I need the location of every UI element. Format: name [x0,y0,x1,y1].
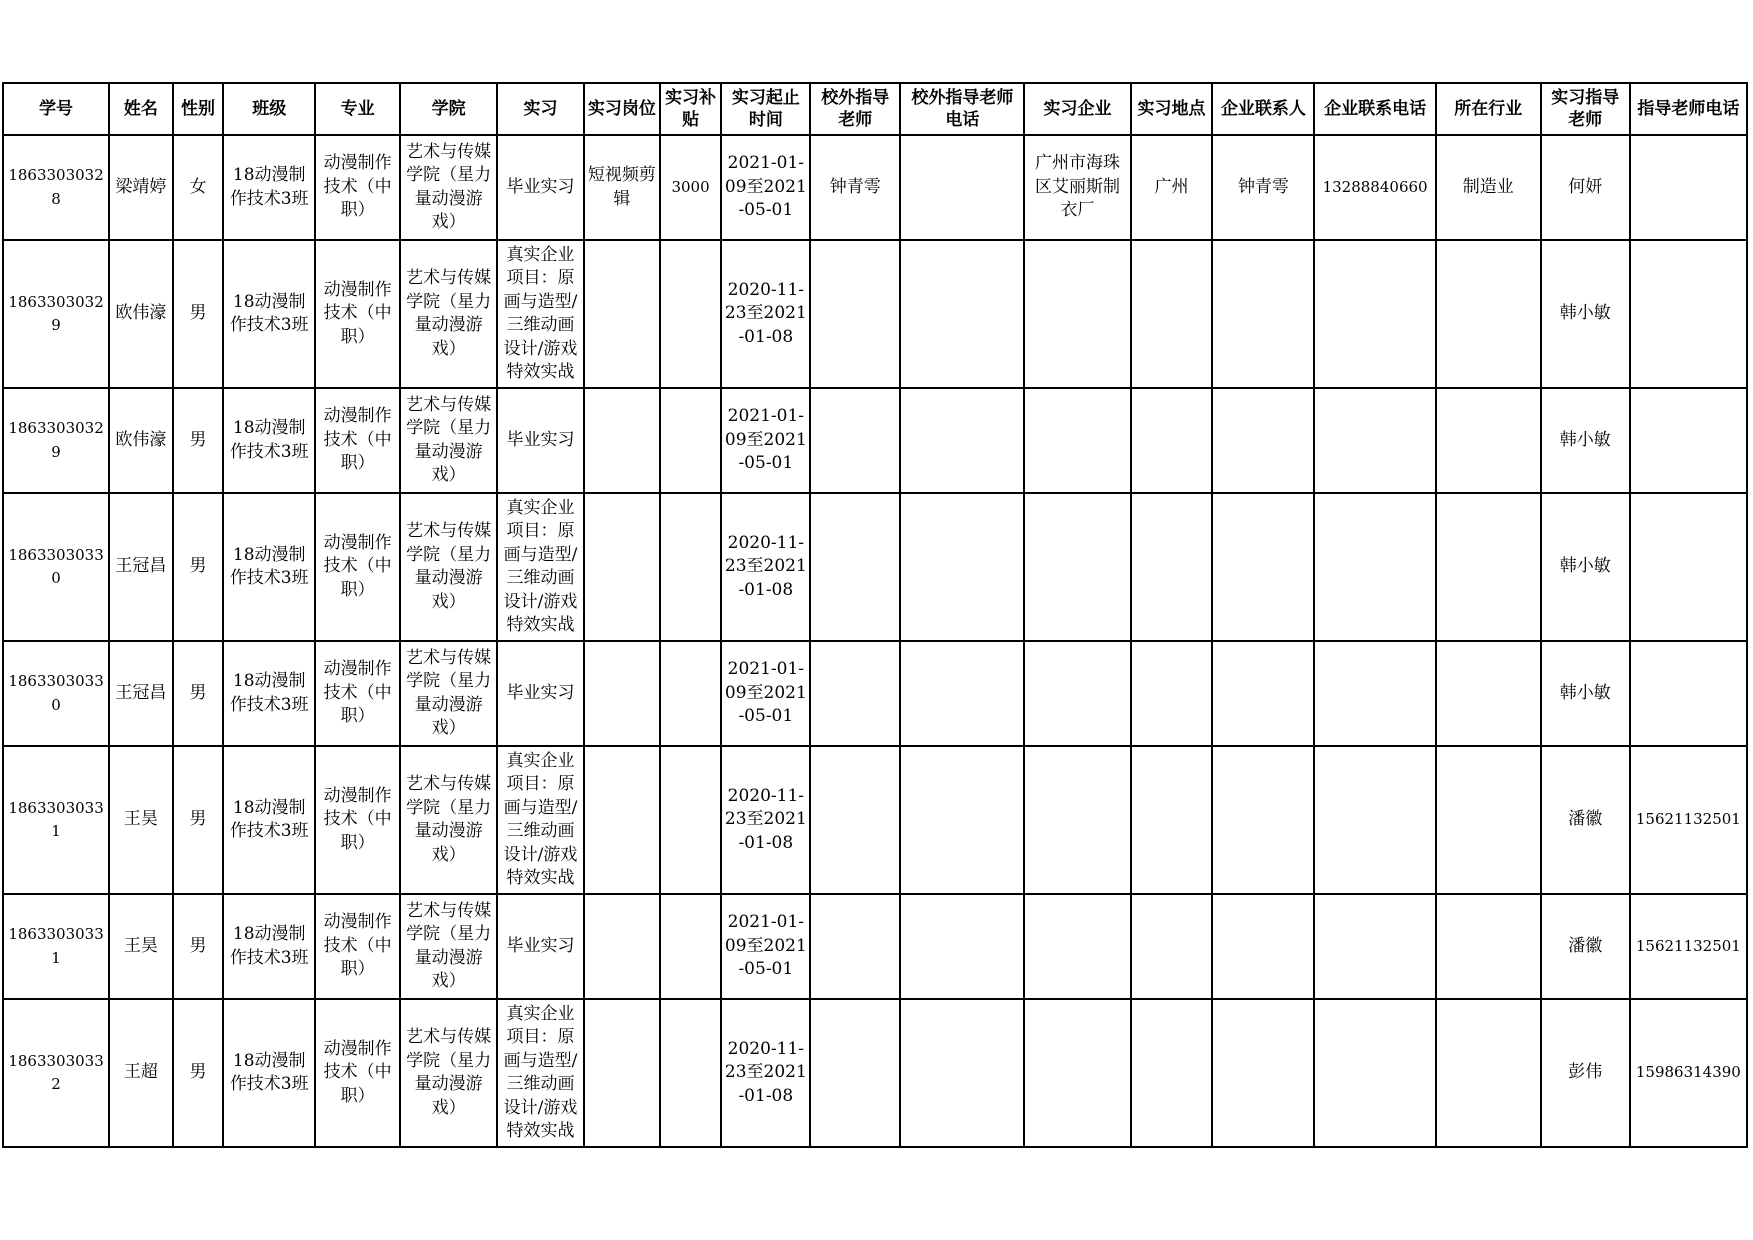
cell-company [1024,641,1130,746]
col-header-college: 学院 [400,83,497,135]
cell-company-text: 广州市海珠区艾丽斯制衣厂 [1035,153,1121,221]
cell-name-text: 王超 [123,1062,158,1083]
cell-class [223,493,315,641]
cell-period-text: 2020-11-23至2021-01-08 [724,279,807,347]
cell-class-text: 18动漫制作技术3班 [229,291,309,335]
cell-post [584,240,660,388]
cell-teacher-text: 韩小敏 [1559,556,1611,577]
cell-teacher-phone [1630,746,1747,894]
cell-student-id [3,240,109,388]
cell-gender [173,746,224,894]
col-header-industry: 所在行业 [1436,83,1541,135]
cell-gender-text: 男 [189,556,207,577]
cell-external-teacher [810,999,900,1147]
cell-company [1024,135,1130,240]
cell-gender [173,894,224,999]
cell-college [400,388,497,493]
cell-college [400,493,497,641]
cell-company-contact [1212,746,1314,894]
cell-teacher-text: 彭伟 [1568,1062,1603,1083]
cell-teacher-phone [1630,240,1747,388]
cell-teacher-text: 韩小敏 [1559,429,1611,450]
cell-location [1131,240,1213,388]
cell-gender-text: 男 [189,429,207,450]
cell-external-teacher-phone [900,746,1024,894]
cell-company-phone [1314,135,1435,240]
cell-gender [173,240,224,388]
cell-external-teacher [810,493,900,641]
cell-student-id [3,746,109,894]
cell-period [721,894,810,999]
cell-period-text: 2021-01-09至2021-05-01 [724,659,807,727]
cell-student-id-text: 18633030330 [8,672,104,714]
cell-location-text: 广州 [1154,176,1189,197]
cell-company-contact [1212,999,1314,1147]
cell-company-contact [1212,493,1314,641]
cell-subsidy [660,493,722,641]
table-body [3,135,1747,1147]
col-header-internship: 实习 [497,83,584,135]
cell-major [315,999,400,1147]
cell-internship [497,388,584,493]
cell-external-teacher [810,641,900,746]
cell-major-text: 动漫制作技术（中职） [323,785,392,853]
cell-class-text: 18动漫制作技术3班 [229,797,309,841]
cell-external-teacher-phone [900,388,1024,493]
cell-gender-text: 男 [189,682,207,703]
cell-company-phone [1314,388,1435,493]
cell-external-teacher-phone [900,894,1024,999]
cell-external-teacher-phone [900,240,1024,388]
cell-industry [1436,388,1541,493]
internship-table [2,82,1748,1148]
cell-name [109,999,173,1147]
cell-major [315,493,400,641]
cell-major [315,388,400,493]
cell-post-text: 短视频剪辑 [587,165,656,209]
cell-company-contact [1212,641,1314,746]
table-row [3,388,1747,493]
cell-post [584,641,660,746]
cell-company-contact [1212,135,1314,240]
cell-teacher-phone [1630,493,1747,641]
cell-internship-text: 毕业实习 [506,682,575,703]
cell-external-teacher-phone [900,999,1024,1147]
cell-teacher-phone [1630,999,1747,1147]
cell-class [223,641,315,746]
cell-industry [1436,240,1541,388]
cell-class [223,388,315,493]
cell-industry [1436,894,1541,999]
cell-company [1024,999,1130,1147]
cell-class [223,999,315,1147]
cell-teacher-text: 潘徽 [1568,809,1603,830]
cell-period-text: 2021-01-09至2021-05-01 [724,153,807,221]
cell-teacher-phone-text: 15621132501 [1635,810,1741,829]
cell-period-text: 2021-01-09至2021-05-01 [724,912,807,980]
cell-teacher [1541,493,1630,641]
cell-company-phone [1314,493,1435,641]
cell-class [223,894,315,999]
cell-college [400,240,497,388]
cell-class-text: 18动漫制作技术3班 [229,544,309,588]
cell-external-teacher [810,240,900,388]
cell-major-text: 动漫制作技术（中职） [323,406,392,474]
col-header-company: 实习企业 [1024,83,1130,135]
cell-industry-text: 制造业 [1462,176,1514,197]
cell-subsidy [660,746,722,894]
cell-company-phone [1314,894,1435,999]
cell-student-id-text: 18633030331 [8,798,104,840]
col-header-post: 实习岗位 [584,83,660,135]
cell-name-text: 梁靖婷 [115,176,167,197]
col-header-gender: 性别 [173,83,224,135]
cell-internship-text: 真实企业项目：原画与造型/三维动画设计/游戏特效实战 [503,497,578,635]
cell-period-text: 2020-11-23至2021-01-08 [724,532,807,600]
cell-teacher-phone [1630,135,1747,240]
col-header-class: 班级 [223,83,315,135]
cell-student-id [3,999,109,1147]
cell-name-text: 王冠昌 [115,682,167,703]
cell-name [109,240,173,388]
cell-industry [1436,746,1541,894]
cell-location [1131,135,1213,240]
col-header-name: 姓名 [109,83,173,135]
cell-college [400,999,497,1147]
cell-external-teacher [810,894,900,999]
cell-gender-text: 女 [189,176,207,197]
cell-company [1024,493,1130,641]
cell-college [400,746,497,894]
cell-company-phone [1314,240,1435,388]
col-header-major: 专业 [315,83,400,135]
cell-internship-text: 真实企业项目：原画与造型/三维动画设计/游戏特效实战 [503,244,578,382]
cell-college [400,894,497,999]
cell-class-text: 18动漫制作技术3班 [229,1050,309,1094]
cell-student-id [3,388,109,493]
cell-college [400,641,497,746]
table-row [3,641,1747,746]
cell-college [400,135,497,240]
cell-name-text: 王冠昌 [115,556,167,577]
cell-external-teacher-text: 钟青雩 [829,176,881,197]
col-header-period: 实习起止时间 [721,83,810,135]
cell-internship [497,240,584,388]
cell-internship [497,641,584,746]
cell-gender-text: 男 [189,303,207,324]
cell-company [1024,894,1130,999]
cell-company-phone-text: 13288840660 [1322,177,1428,196]
cell-industry [1436,999,1541,1147]
cell-gender [173,388,224,493]
cell-internship [497,894,584,999]
cell-major [315,641,400,746]
col-header-location: 实习地点 [1131,83,1213,135]
cell-student-id [3,135,109,240]
cell-subsidy [660,240,722,388]
cell-name [109,493,173,641]
cell-external-teacher-phone [900,135,1024,240]
cell-post [584,135,660,240]
cell-internship-text: 毕业实习 [506,935,575,956]
cell-location [1131,388,1213,493]
cell-name-text: 王昊 [123,809,158,830]
cell-student-id-text: 18633030331 [8,925,104,967]
cell-class-text: 18动漫制作技术3班 [229,165,309,209]
cell-major [315,894,400,999]
table-row [3,746,1747,894]
cell-internship-text: 真实企业项目：原画与造型/三维动画设计/游戏特效实战 [503,750,578,888]
cell-period [721,135,810,240]
cell-post [584,999,660,1147]
cell-location [1131,746,1213,894]
cell-teacher [1541,999,1630,1147]
cell-class-text: 18动漫制作技术3班 [229,418,309,462]
cell-post [584,388,660,493]
cell-teacher-phone [1630,388,1747,493]
cell-college-text: 艺术与传媒学院（星力量动漫游戏） [406,900,492,991]
cell-college-text: 艺术与传媒学院（星力量动漫游戏） [406,394,492,485]
cell-college-text: 艺术与传媒学院（星力量动漫游戏） [406,268,492,359]
cell-student-id-text: 18633030328 [8,166,104,208]
cell-company-contact [1212,894,1314,999]
cell-major [315,135,400,240]
cell-subsidy [660,135,722,240]
cell-company [1024,746,1130,894]
cell-major-text: 动漫制作技术（中职） [323,1038,392,1106]
cell-college-text: 艺术与传媒学院（星力量动漫游戏） [406,1027,492,1118]
cell-period [721,240,810,388]
cell-name [109,388,173,493]
cell-period [721,388,810,493]
cell-gender-text: 男 [189,809,207,830]
cell-subsidy [660,999,722,1147]
cell-period [721,746,810,894]
cell-internship-text: 真实企业项目：原画与造型/三维动画设计/游戏特效实战 [503,1003,578,1141]
cell-company-phone [1314,746,1435,894]
col-header-student-id: 学号 [3,83,109,135]
cell-college-text: 艺术与传媒学院（星力量动漫游戏） [406,141,492,232]
cell-gender-text: 男 [189,1062,207,1083]
cell-location [1131,999,1213,1147]
cell-teacher-text: 潘徽 [1568,935,1603,956]
col-header-company-phone: 企业联系电话 [1314,83,1435,135]
cell-major [315,240,400,388]
col-header-subsidy: 实习补贴 [660,83,722,135]
cell-internship-text: 毕业实习 [506,176,575,197]
cell-industry [1436,135,1541,240]
cell-post [584,894,660,999]
cell-class [223,135,315,240]
cell-major [315,746,400,894]
cell-teacher [1541,894,1630,999]
cell-company-contact-text: 钟青雩 [1237,176,1289,197]
cell-major-text: 动漫制作技术（中职） [323,659,392,727]
cell-teacher [1541,240,1630,388]
cell-company [1024,240,1130,388]
cell-company-phone [1314,999,1435,1147]
cell-subsidy [660,388,722,493]
cell-gender [173,493,224,641]
cell-location [1131,493,1213,641]
cell-period-text: 2020-11-23至2021-01-08 [724,1038,807,1106]
cell-gender [173,135,224,240]
cell-teacher-phone-text: 15986314390 [1635,1063,1741,1082]
cell-teacher-text: 何妍 [1568,176,1603,197]
cell-period [721,493,810,641]
cell-student-id-text: 18633030330 [8,545,104,587]
cell-external-teacher [810,746,900,894]
cell-major-text: 动漫制作技术（中职） [323,912,392,980]
cell-teacher [1541,135,1630,240]
cell-company-contact [1212,388,1314,493]
cell-student-id [3,641,109,746]
cell-class-text: 18动漫制作技术3班 [229,924,309,968]
cell-college-text: 艺术与传媒学院（星力量动漫游戏） [406,774,492,865]
table-row [3,999,1747,1147]
cell-company-contact [1212,240,1314,388]
cell-period [721,999,810,1147]
table-row [3,240,1747,388]
cell-internship [497,746,584,894]
cell-external-teacher [810,135,900,240]
cell-period-text: 2021-01-09至2021-05-01 [724,406,807,474]
cell-college-text: 艺术与传媒学院（星力量动漫游戏） [406,521,492,612]
cell-college-text: 艺术与传媒学院（星力量动漫游戏） [406,647,492,738]
cell-student-id-text: 18633030329 [8,292,104,334]
cell-internship [497,999,584,1147]
cell-location [1131,641,1213,746]
col-header-teacher: 实习指导老师 [1541,83,1630,135]
cell-name [109,894,173,999]
cell-external-teacher-phone [900,493,1024,641]
cell-gender [173,999,224,1147]
cell-teacher-phone [1630,641,1747,746]
cell-company [1024,388,1130,493]
cell-external-teacher [810,388,900,493]
cell-teacher [1541,641,1630,746]
cell-major-text: 动漫制作技术（中职） [323,532,392,600]
cell-major-text: 动漫制作技术（中职） [323,279,392,347]
cell-internship [497,135,584,240]
table-row [3,493,1747,641]
cell-period [721,641,810,746]
cell-company-phone [1314,641,1435,746]
cell-industry [1436,493,1541,641]
cell-class-text: 18动漫制作技术3班 [229,671,309,715]
cell-teacher-phone [1630,894,1747,999]
cell-teacher-text: 韩小敏 [1559,682,1611,703]
cell-subsidy-text: 3000 [671,177,710,196]
cell-name [109,746,173,894]
cell-class [223,746,315,894]
cell-student-id [3,493,109,641]
cell-name-text: 王昊 [123,935,158,956]
cell-internship [497,493,584,641]
cell-gender [173,641,224,746]
cell-teacher-text: 韩小敏 [1559,303,1611,324]
cell-name-text: 欧伟濠 [115,429,167,450]
cell-location [1131,894,1213,999]
cell-gender-text: 男 [189,935,207,956]
col-header-company-contact: 企业联系人 [1212,83,1314,135]
cell-subsidy [660,641,722,746]
cell-industry [1436,641,1541,746]
cell-post [584,493,660,641]
header-row [3,83,1747,135]
table-row [3,135,1747,240]
col-header-teacher-phone: 指导老师电话 [1630,83,1747,135]
cell-major-text: 动漫制作技术（中职） [323,153,392,221]
cell-class [223,240,315,388]
cell-name-text: 欧伟濠 [115,303,167,324]
col-header-external-teacher: 校外指导老师 [810,83,900,135]
table-row [3,894,1747,999]
cell-student-id-text: 18633030332 [8,1051,104,1093]
col-header-external-teacher-phone: 校外指导老师电话 [900,83,1024,135]
cell-student-id-text: 18633030329 [8,419,104,461]
cell-teacher [1541,388,1630,493]
cell-subsidy [660,894,722,999]
cell-student-id [3,894,109,999]
cell-name [109,641,173,746]
cell-teacher-phone-text: 15621132501 [1635,936,1741,955]
cell-period-text: 2020-11-23至2021-01-08 [724,785,807,853]
cell-post [584,746,660,894]
cell-teacher [1541,746,1630,894]
cell-external-teacher-phone [900,641,1024,746]
cell-name [109,135,173,240]
cell-internship-text: 毕业实习 [506,429,575,450]
